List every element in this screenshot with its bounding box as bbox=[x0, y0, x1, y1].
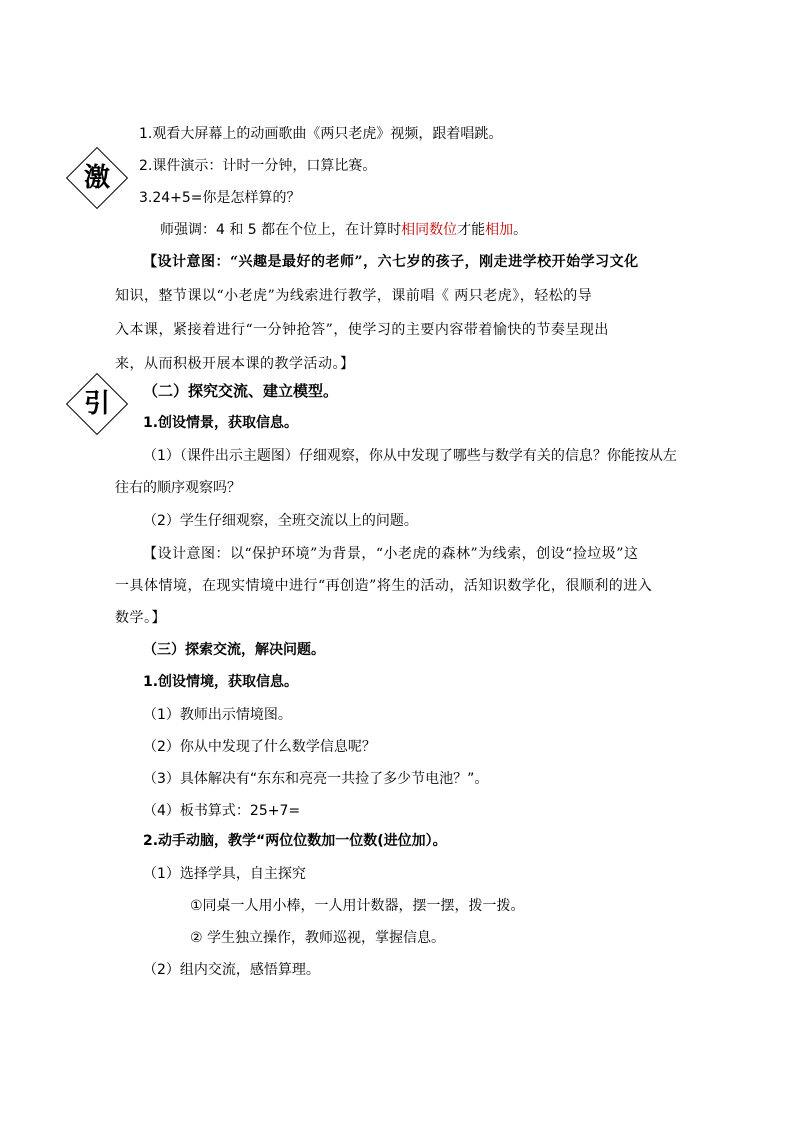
activity-item: 2.课件演示：计时一分钟，口算比赛。 bbox=[139, 158, 377, 174]
list-item: （3）具体解决有“东东和亮亮一共捡了多少节电池？”。 bbox=[143, 771, 489, 787]
list-item: （2）组内交流，感悟算理。 bbox=[143, 962, 320, 978]
subsection-heading: 1.创设情景，获取信息。 bbox=[143, 415, 299, 431]
design-note-line: 一具体情境，在现实情境中进行“再创造”将生的活动，活知识数学化，很顺利的进入 bbox=[115, 578, 653, 594]
design-note-line: 入本课，紧接着进行“一分钟抢答”，使学习的主要内容带着愉快的节奏呈现出 bbox=[115, 322, 609, 338]
design-note-line: 【设计意图：“兴趣是最好的老师”，六七岁的孩子，刚走进学校开始学习文化 bbox=[143, 254, 639, 270]
design-note-line: 【设计意图：以“保护环境”为背景，“小老虎的森林”为线索，创设“捡垃圾”这 bbox=[143, 546, 639, 562]
list-item: （2）你从中发现了什么数学信息呢？ bbox=[143, 739, 376, 755]
activity-item: 1.观看大屏幕上的动画歌曲《两只老虎》视频，跟着唱跳。 bbox=[139, 126, 503, 142]
emphasis-suffix: 。 bbox=[513, 222, 528, 238]
subsection-heading: 1.创设情境，获取信息。 bbox=[143, 674, 299, 690]
emphasis-mid: 才能 bbox=[457, 222, 486, 238]
design-note-line: 数学。】 bbox=[115, 610, 166, 626]
list-item: （1）选择学具，自主探究 bbox=[143, 866, 306, 882]
list-item: （4）板书算式：25+7= bbox=[143, 803, 301, 819]
list-item: （1）教师出示情境图。 bbox=[143, 707, 292, 723]
emphasis-prefix: 师强调：4 和 5 都在个位上，在计算时 bbox=[160, 222, 402, 238]
section-heading: （二）探究交流、建立模型。 bbox=[143, 382, 339, 400]
design-note-line: 来，从而积极开展本课的教学活动。】 bbox=[115, 356, 355, 372]
teacher-emphasis bbox=[160, 220, 527, 240]
list-item: ①同桌一人用小棒，一人用计数器，摆一摆，拨一拨。 bbox=[190, 898, 525, 914]
subsection-heading: 2.动手动脑，教学“两位位数加一位数(进位加）。 bbox=[143, 833, 447, 849]
design-note-line: 知识，整节课以“小老虎”为线索进行教学，课前唱《 两只老虎》，轻松的导 bbox=[115, 288, 593, 304]
activity-item: 3.24+5=你是怎样算的？ bbox=[139, 190, 301, 206]
section-heading: （三）探索交流，解决问题。 bbox=[143, 642, 325, 658]
list-item: ② 学生独立操作，教师巡视，掌握信息。 bbox=[190, 930, 445, 946]
paragraph-line: （2）学生仔细观察，全班交流以上的问题。 bbox=[143, 513, 418, 529]
emphasis-highlight: 相同数位 bbox=[401, 222, 458, 238]
paragraph-line: 往右的顺序观察吗？ bbox=[115, 480, 241, 496]
badge-ji-char: 激 bbox=[83, 163, 110, 193]
badge-yin-char: 引 bbox=[83, 389, 110, 419]
emphasis-highlight: 相加 bbox=[485, 222, 514, 238]
paragraph-line: （1）（课件出示主题图）仔细观察，你从中发现了哪些与数学有关的信息？你能按从左 bbox=[143, 448, 677, 464]
